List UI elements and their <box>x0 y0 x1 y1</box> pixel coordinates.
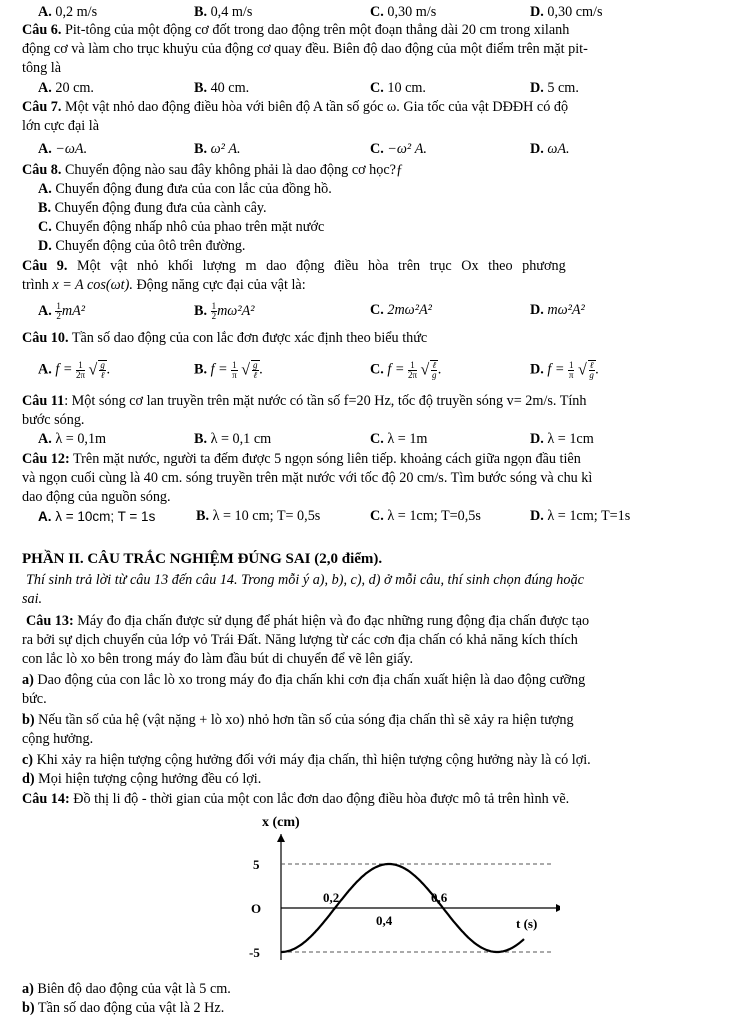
q12-option-d: D. λ = 1cm; T=1s <box>530 508 631 524</box>
q6-option-b: B. 40 cm. <box>194 80 250 96</box>
q14-text: Câu 14: Đồ thị li độ - thời gian của một con lắc đơn dao động điều hòa được mô tả trên hình vẽ. <box>22 791 570 807</box>
q14-statement-b: b) Tần số dao động của vật là 2 Hz. <box>22 1000 225 1016</box>
q12-option-a: A. λ = 10cm; T = 1s <box>38 509 156 524</box>
part2-instruction-line1: Thí sinh trả lời từ câu 13 đến câu 14. Trong mỗi ý a), b), c), d) ở mỗi câu, thí sinh chọn đúng hoặc <box>26 572 584 588</box>
q6-option-c: C. 10 cm. <box>370 80 426 96</box>
q5-option-d: D. 0,30 cm/s <box>530 4 603 20</box>
q9-option-a: A. $\frac{1}{2}$ mA² <box>38 301 86 321</box>
time-label-0-2: 0,2 <box>323 890 340 905</box>
q9-text-line2: trình x = A cos(ωt). Động năng cực đại của vật là: <box>22 277 306 293</box>
q5-option-c: C. 0,30 m/s <box>370 4 437 20</box>
q7-option-a: A. −ωA. <box>38 141 88 157</box>
q6-text-line3: tông là <box>22 60 62 76</box>
q10-option-a: A. f = $\frac{1}{2\pi}$ √ $\frac{g}{\text{ℓ}}$ . <box>38 359 111 380</box>
q11-option-d: D. λ = 1cm <box>530 431 594 447</box>
x-axis-label: t (s) <box>516 916 538 931</box>
q9-option-d: D. mω²A² <box>530 302 585 318</box>
q12-text-line2: và ngọn cuối cùng là 40 cm. sóng truyền trên mặt nước với tốc độ 20 cm/s. Tìm bước sóng và chu kì <box>22 470 593 486</box>
part2-heading: PHẦN II. CÂU TRẮC NGHIỆM ĐÚNG SAI (2,0 điểm). <box>22 551 383 567</box>
time-label-0-4: 0,4 <box>376 913 393 928</box>
q10-option-c: C. f = $\frac{1}{2\pi}$ √ $\frac{\text{ℓ}}{g}$ . <box>370 359 442 380</box>
q13-statement-a-line1: a) Dao động của con lắc lò xo trong máy đo địa chấn khi cơn địa chấn xuất hiện là dao động cưỡng <box>22 672 586 688</box>
time-label-0-6: 0,6 <box>431 890 448 905</box>
q10-option-d: D. f = $\frac{1}{\pi}$ √ $\frac{\text{ℓ}}{g}$ . <box>530 359 600 380</box>
q13-statement-b-line2: cộng hưởng. <box>22 731 94 747</box>
q9-option-b: B. $\frac{1}{2}$ mω²A² <box>194 301 255 321</box>
q7-option-d: D. ωA. <box>530 141 570 157</box>
q8-option-a: A. Chuyển động đung đưa của con lắc của đồng hồ. <box>38 181 332 197</box>
origin-label: O <box>251 901 262 916</box>
q8-text: Câu 8. Chuyển động nào sau đây không phải là dao động cơ học?ƒ <box>22 162 404 178</box>
q11-option-b: B. λ = 0,1 cm <box>194 431 272 447</box>
q7-option-b: B. ω² A. <box>194 141 241 157</box>
q10-text: Câu 10. Tần số dao động của con lắc đơn được xác định theo biểu thức <box>22 330 428 346</box>
q5-option-a: A. 0,2 m/s <box>38 4 98 20</box>
q7-option-c: C. −ω² A. <box>370 141 427 157</box>
q11-text-line1: Câu 11: Một sóng cơ lan truyền trên mặt nước có tần số f=20 Hz, tốc độ truyền sóng v= 2m/s. Tính <box>22 393 587 409</box>
q14-statement-a: a) Biên độ dao động của vật là 5 cm. <box>22 981 231 997</box>
y-tick-label-max: 5 <box>253 857 260 872</box>
x-axis-arrow <box>556 904 560 912</box>
q6-option-d: D. 5 cm. <box>530 80 579 96</box>
y-axis-label: x (cm) <box>262 815 300 830</box>
y-axis-arrow <box>277 834 285 842</box>
q12-option-c: C. λ = 1cm; T=0,5s <box>370 508 481 524</box>
q6-option-a: A. 20 cm. <box>38 80 94 96</box>
q10-option-b: B. f = $\frac{1}{\pi}$ √ $\frac{g}{\text{ℓ}}$ . <box>194 359 264 380</box>
q6-text-line1: Câu 6. Pit-tông của một động cơ đốt trong dao động trên một đoạn thẳng dài 20 cm trong xilanh <box>22 22 570 38</box>
q11-option-c: C. λ = 1m <box>370 431 428 447</box>
q13-text-line2: ra bởi sự dịch chuyển của lớp vỏ Trái Đất. Năng lượng từ các cơn địa chấn có khả năng kích thích <box>22 632 578 648</box>
y-tick-label-min: -5 <box>249 945 260 960</box>
q5-option-b: B. 0,4 m/s <box>194 4 253 20</box>
q13-statement-d: d) Mọi hiện tượng cộng hưởng đều có lợi. <box>22 771 262 787</box>
q9-text-line1: Câu 9. Một vật nhỏ khối lượng m dao động điều hòa trên trục Ox theo phương <box>22 258 566 274</box>
q8-option-b: B. Chuyển động đung đưa của cành cây. <box>38 200 267 216</box>
q13-text-line1: Câu 13: Máy đo địa chấn được sử dụng để phát hiện và đo đạc những rung động địa chấn được tạo <box>26 613 590 629</box>
q7-text-line1: Câu 7. Một vật nhỏ dao động điều hòa với biên độ A tần số góc ω. Gia tốc của vật DĐĐH có độ <box>22 99 569 115</box>
q13-statement-a-line2: bức. <box>22 691 47 707</box>
q13-statement-c: c) Khi xảy ra hiện tượng cộng hưởng đối với máy địa chấn, thì hiện tượng cộng hưởng này là có lợi. <box>22 752 591 768</box>
q7-text-line2: lớn cực đại là <box>22 118 100 134</box>
q12-text-line3: dao động của nguồn sóng. <box>22 489 171 505</box>
q12-text-line1: Câu 12: Trên mặt nước, người ta đếm được 5 ngọn sóng liên tiếp. khoảng cách giữa ngọn đầu tiên <box>22 451 581 467</box>
q8-option-d: D. Chuyển động của ôtô trên đường. <box>38 238 246 254</box>
q13-text-line3: con lắc lò xo bên trong máy đo làm đầu bút di chuyển để vẽ lên giấy. <box>22 651 414 667</box>
q13-statement-b-line1: b) Nếu tần số của hệ (vật nặng + lò xo) nhỏ hơn tần số của sóng địa chấn thì sẽ xảy ra hiện tượng <box>22 712 574 728</box>
q6-text-line2: động cơ và làm cho trục khuỷu của động cơ quay đều. Biên độ dao động của một điểm trên mặt pit- <box>22 41 588 57</box>
q9-option-c: C. 2mω²A² <box>370 302 432 318</box>
q11-text-line2: bước sóng. <box>22 412 85 428</box>
q11-option-a: A. λ = 0,1m <box>38 431 107 447</box>
q12-option-b: B. λ = 10 cm; T= 0,5s <box>196 508 321 524</box>
q8-option-c: C. Chuyển động nhấp nhô của phao trên mặt nước <box>38 219 325 235</box>
part2-instruction-line2: sai. <box>22 591 43 607</box>
displacement-time-graph <box>240 810 560 970</box>
